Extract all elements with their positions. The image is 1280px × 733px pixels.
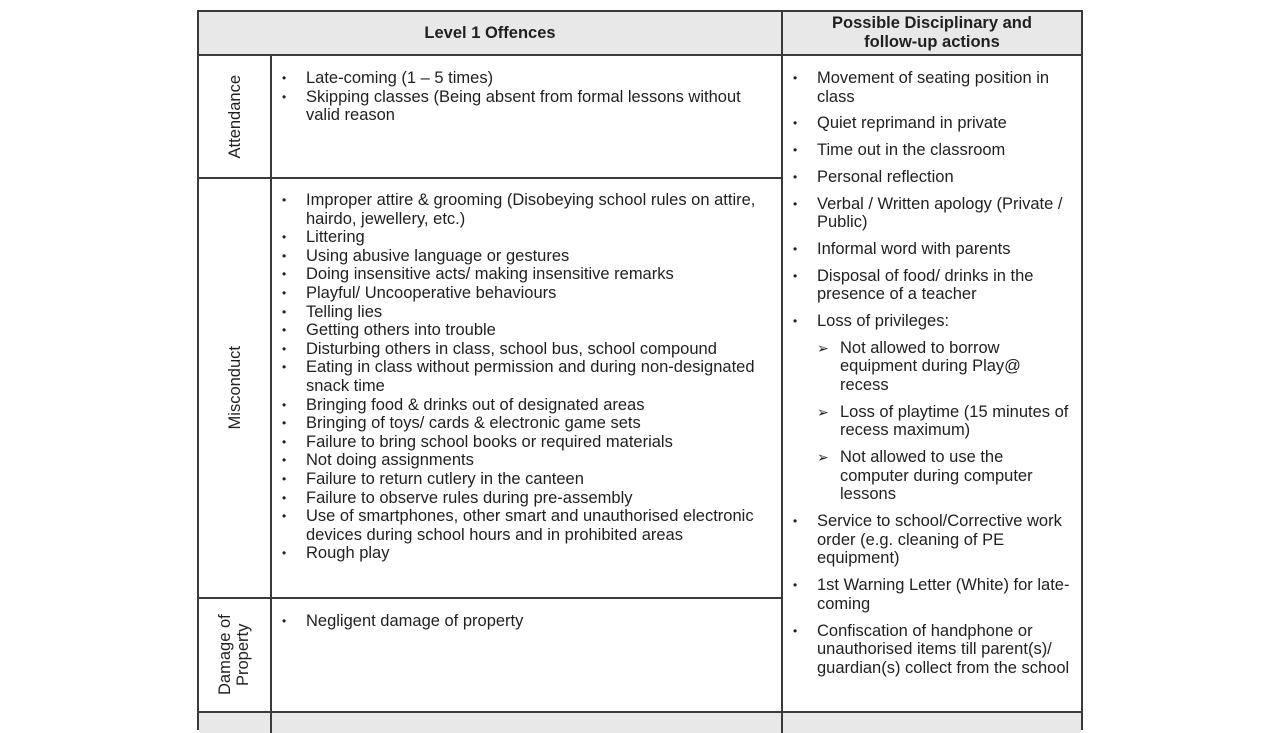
offence-item: • Negligent damage of property bbox=[282, 612, 771, 631]
header-actions-label: Possible Disciplinary and follow-up actions bbox=[832, 14, 1032, 51]
offence-item: • Failure to observe rules during pre-assembly bbox=[282, 489, 771, 508]
offence-item: • Not doing assignments bbox=[282, 451, 771, 470]
offence-item: • Failure to bring school books or required materials bbox=[282, 433, 771, 452]
category-damage-of-property bbox=[199, 599, 272, 713]
offence-item: • Playful/ Uncooperative behaviours bbox=[282, 284, 771, 303]
privilege-subitem: ➢ Not allowed to use the computer during computer lessons bbox=[817, 448, 1073, 504]
category-label: Attendance bbox=[225, 74, 244, 159]
offences-table bbox=[197, 10, 1083, 730]
header-offences-label: Level 1 Offences bbox=[424, 23, 556, 42]
offence-item: • Doing insensitive acts/ making insensitive remarks bbox=[282, 265, 771, 284]
privilege-subitem: ➢ Loss of playtime (15 minutes of recess maximum) bbox=[817, 403, 1073, 440]
divider bbox=[781, 713, 783, 733]
category-attendance bbox=[199, 56, 272, 179]
offence-item: • Getting others into trouble bbox=[282, 321, 771, 340]
divider bbox=[270, 713, 272, 733]
offence-item: • Disturbing others in class, school bus, school compound bbox=[282, 340, 771, 359]
actions-column bbox=[783, 56, 1081, 713]
action-item: • Movement of seating position in class bbox=[793, 69, 1073, 106]
header-offences bbox=[199, 12, 783, 56]
offences-damage-of-property bbox=[272, 599, 783, 713]
offence-item: • Bringing food & drinks out of designated areas bbox=[282, 396, 771, 415]
action-item: • Confiscation of handphone or unauthorised items till parent(s)/ guardian(s) collect from the school bbox=[793, 622, 1073, 678]
action-item: • Time out in the classroom bbox=[793, 141, 1073, 160]
category-label: Misconduct bbox=[225, 346, 244, 430]
offence-item: • Littering bbox=[282, 228, 771, 247]
offence-item: • Use of smartphones, other smart and unauthorised electronic devices during school hours and in prohibited areas bbox=[282, 507, 771, 544]
action-item-label: Loss of privileges: bbox=[817, 312, 950, 331]
header-actions bbox=[783, 12, 1081, 56]
action-item: • Informal word with parents bbox=[793, 240, 1073, 259]
offence-item: • Eating in class without permission and during non-designated snack time bbox=[282, 358, 771, 395]
category-misconduct bbox=[199, 179, 272, 599]
privilege-subitem: ➢ Not allowed to borrow equipment during Play@ recess bbox=[817, 339, 1073, 395]
category-label: Damage of Property bbox=[215, 614, 252, 696]
offence-item: • Rough play bbox=[282, 544, 771, 563]
offences-misconduct bbox=[272, 179, 783, 599]
action-item-loss-of-privileges bbox=[793, 312, 1073, 504]
offence-item: • Skipping classes (Being absent from formal lessons without valid reason bbox=[282, 88, 771, 125]
action-item: • Verbal / Written apology (Private / Public) bbox=[793, 195, 1073, 232]
action-item: • Service to school/Corrective work order (e.g. cleaning of PE equipment) bbox=[793, 512, 1073, 568]
offence-item: • Telling lies bbox=[282, 303, 771, 322]
action-item: • Quiet reprimand in private bbox=[793, 114, 1073, 133]
action-item: • Personal reflection bbox=[793, 168, 1073, 187]
offence-item: • Late-coming (1 – 5 times) bbox=[282, 69, 771, 88]
action-item: • 1st Warning Letter (White) for late-coming bbox=[793, 576, 1073, 613]
offence-item: • Improper attire & grooming (Disobeying school rules on attire, hairdo, jewellery, etc.) bbox=[282, 191, 771, 228]
offence-item: • Using abusive language or gestures bbox=[282, 247, 771, 266]
action-item: • Disposal of food/ drinks in the presence of a teacher bbox=[793, 267, 1073, 304]
offence-item: • Bringing of toys/ cards & electronic game sets bbox=[282, 414, 771, 433]
offences-attendance bbox=[272, 56, 783, 179]
next-row-strip bbox=[199, 713, 1081, 733]
offence-item: • Failure to return cutlery in the canteen bbox=[282, 470, 771, 489]
